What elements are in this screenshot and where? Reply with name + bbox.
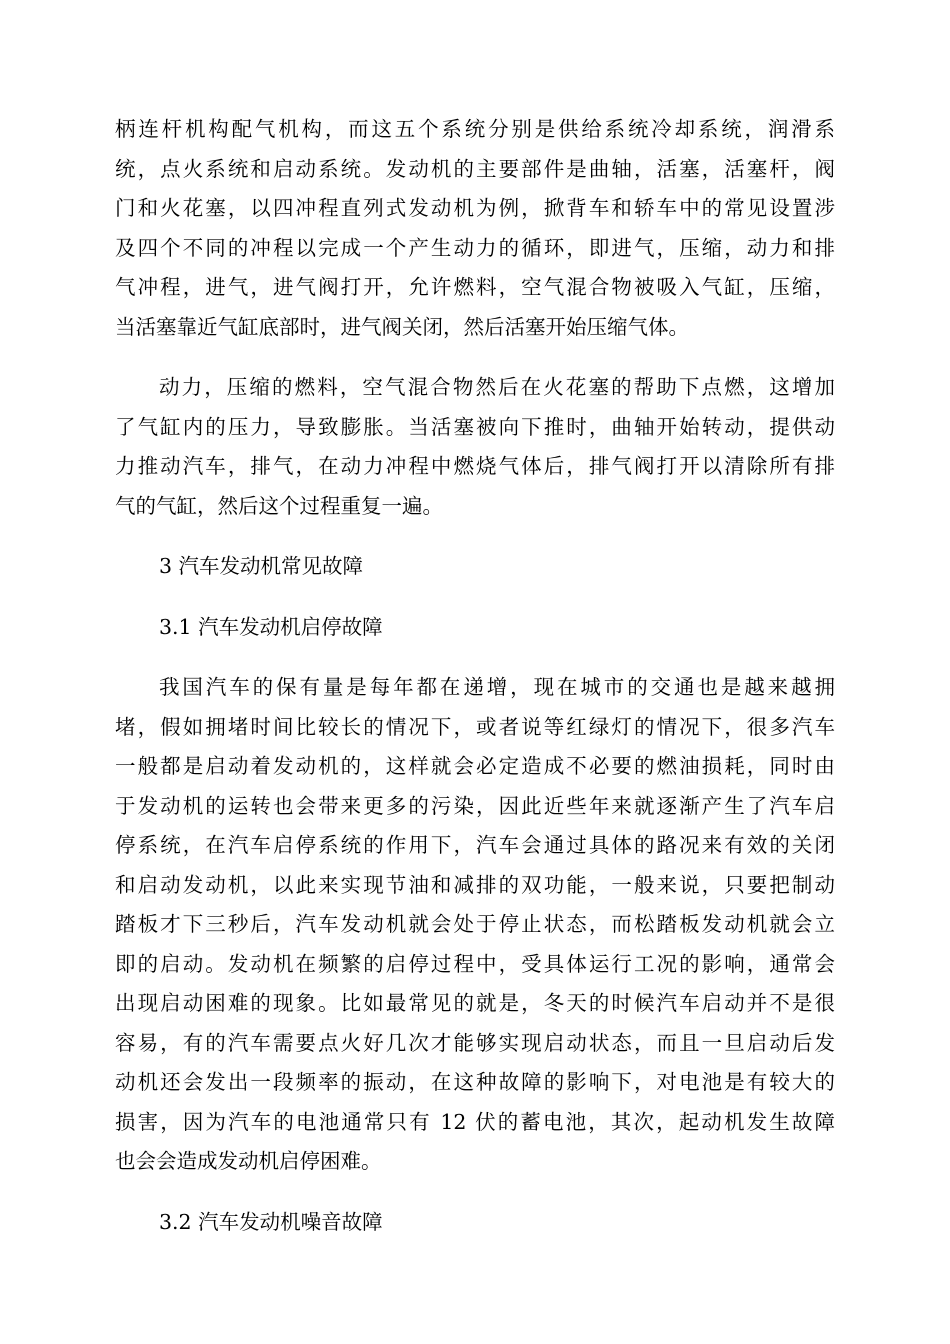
paragraph-power-stroke: [115, 368, 835, 526]
text-line: 即的启动。发动机在频繁的启停过程中，受具体运行工况的影响，通常会: [115, 951, 835, 976]
text-line: 门和火花塞，以四冲程直列式发动机为例，掀背车和轿车中的常见设置涉: [115, 196, 835, 220]
text-line: 及四个不同的冲程以完成一个产生动力的循环，即进气，压缩，动力和排: [115, 235, 835, 260]
text-line: 气的气缸，然后这个过程重复一遍。: [115, 493, 443, 518]
text-line: 和启动发动机，以此来实现节油和减排的双功能，一般来说，只要把制动: [115, 872, 835, 897]
section-heading-3-1: 3.1 汽车发动机启停故障: [159, 614, 383, 639]
section-heading-3: 3 汽车发动机常见故障: [159, 554, 364, 578]
text-line: 气冲程，进气，进气阀打开，允许燃料，空气混合物被吸入气缸，压缩，: [115, 275, 835, 299]
section-heading-3-2: 3.2 汽车发动机噪音故障: [159, 1209, 383, 1234]
text-line: 了气缸内的压力，导致膨胀。当活塞被向下推时，曲轴开始转动，提供动: [115, 414, 835, 439]
text-line: 力推动汽车，排气，在动力冲程中燃烧气体后，排气阀打开以清除所有排: [115, 454, 835, 478]
text-line: 也会会造成发动机启停困难。: [115, 1149, 382, 1173]
text-line: 动机还会发出一段频率的振动，在这种故障的影响下，对电池是有较大的: [115, 1070, 835, 1094]
text-line: 统，点火系统和启动系统。发动机的主要部件是曲轴，活塞，活塞杆，阀: [115, 156, 835, 181]
text-line: 当活塞靠近气缸底部时，进气阀关闭，然后活塞开始压缩气体。: [115, 314, 689, 339]
text-line: 一般都是启动着发动机的，这样就会必定造成不必要的燃油损耗，同时由: [115, 754, 835, 778]
text-line: 损害，因为汽车的电池通常只有 12 伏的蓄电池，其次，起动机发生故障: [115, 1109, 835, 1134]
text-line: 堵，假如拥堵时间比较长的情况下，或者说等红绿灯的情况下，很多汽车: [115, 714, 835, 739]
text-line: 动力，压缩的燃料，空气混合物然后在火花塞的帮助下点燃，这增加: [159, 375, 835, 399]
text-line: 停系统，在汽车启停系统的作用下，汽车会通过具体的路况来有效的关闭: [115, 833, 835, 857]
paragraph-engine-systems: [115, 110, 835, 347]
text-line: 出现启动困难的现象。比如最常见的就是，冬天的时候汽车启动并不是很: [115, 991, 835, 1015]
paragraph-start-stop: [115, 668, 835, 1182]
text-line: 于发动机的运转也会带来更多的污染，因此近些年来就逐渐产生了汽车启: [115, 793, 835, 818]
text-line: 容易，有的汽车需要点火好几次才能够实现启动状态，而且一旦启动后发: [115, 1030, 835, 1055]
text-line: 踏板才下三秒后，汽车发动机就会处于停止状态，而松踏板发动机就会立: [115, 912, 835, 936]
text-line: 柄连杆机构配气机构，而这五个系统分别是供给系统冷却系统，润滑系: [115, 117, 835, 141]
text-line: 我国汽车的保有量是每年都在递增，现在城市的交通也是越来越拥: [159, 675, 835, 699]
document-body: [115, 110, 835, 1242]
